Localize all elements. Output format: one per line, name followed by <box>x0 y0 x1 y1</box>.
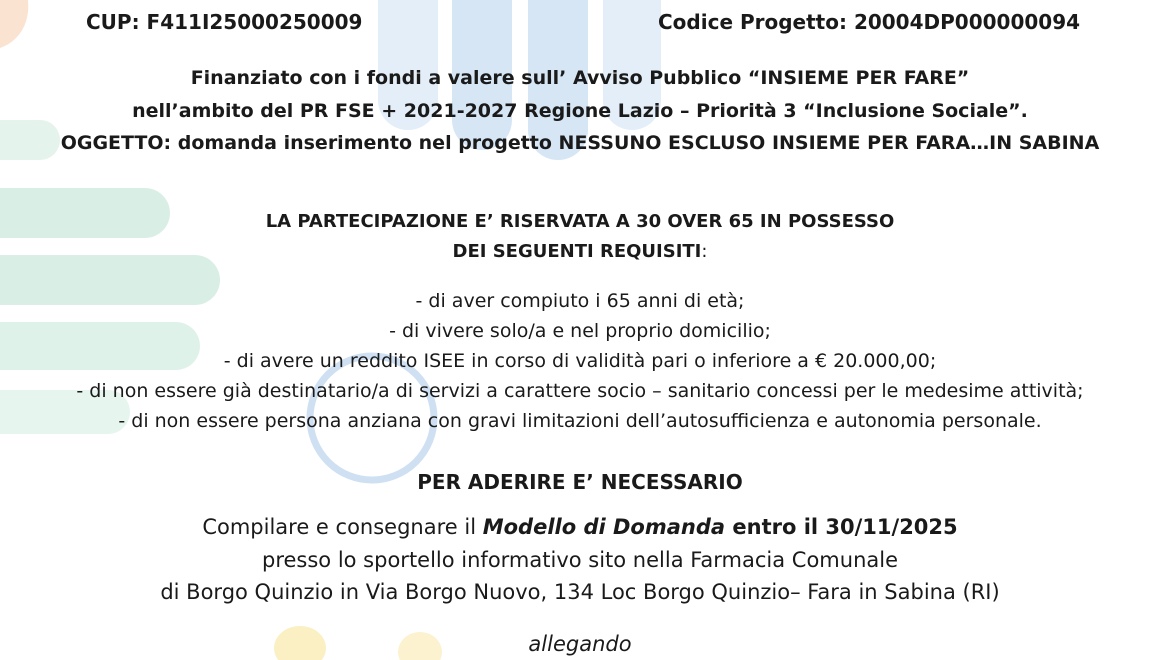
modello-domanda-label: Modello di Domanda <box>482 515 726 539</box>
adesione-line-1-prefix: Compilare e consegnare il <box>202 515 483 539</box>
deadline-text: entro il 30/11/2025 <box>725 515 958 539</box>
adesione-line-3: di Borgo Quinzio in Via Borgo Nuovo, 134 Loc Borgo Quinzio– Fara in Sabina (RI) <box>160 580 1000 604</box>
adesione-heading: PER ADERIRE E’ NECESSARIO <box>417 470 743 494</box>
requirements-heading-2 <box>0 241 1160 262</box>
intro-line-1: Finanziato con i fondi a valere sull’ Avviso Pubblico “INSIEME PER FARE” <box>190 67 970 89</box>
allegando-label: allegando <box>528 632 632 656</box>
requirements-heading-2-text: DEI SEGUENTI REQUISITI <box>452 241 702 262</box>
requirement-item: - di vivere solo/a e nel proprio domicilio; <box>389 320 771 342</box>
requirement-item: - di non essere già destinatario/a di servizi a carattere socio – sanitario concessi per le medesime attività; <box>76 380 1084 402</box>
cup-code: CUP: F411I25000250009 <box>86 10 363 34</box>
project-code: Codice Progetto: 20004DP000000094 <box>658 10 1081 34</box>
requirement-item: - di non essere persona anziana con gravi limitazioni dell’autosufficienza e autonomia personale. <box>118 410 1042 432</box>
requirement-item: - di avere un reddito ISEE in corso di validità pari o inferiore a € 20.000,00; <box>223 350 937 372</box>
subject-line: OGGETTO: domanda inserimento nel progetto NESSUNO ESCLUSO INSIEME PER FARA…IN SABINA <box>60 132 1100 154</box>
requirements-heading-1: LA PARTECIPAZIONE E’ RISERVATA A 30 OVER 65 IN POSSESSO <box>265 211 895 232</box>
adesione-line-1 <box>0 515 1160 539</box>
adesione-line-2: presso lo sportello informativo sito nella Farmacia Comunale <box>262 548 898 572</box>
requirement-item: - di aver compiuto i 65 anni di età; <box>415 290 745 312</box>
intro-line-2: nell’ambito del PR FSE + 2021-2027 Regione Lazio – Priorità 3 “Inclusione Sociale”. <box>132 100 1028 122</box>
requirements-heading-colon: : <box>701 241 708 262</box>
